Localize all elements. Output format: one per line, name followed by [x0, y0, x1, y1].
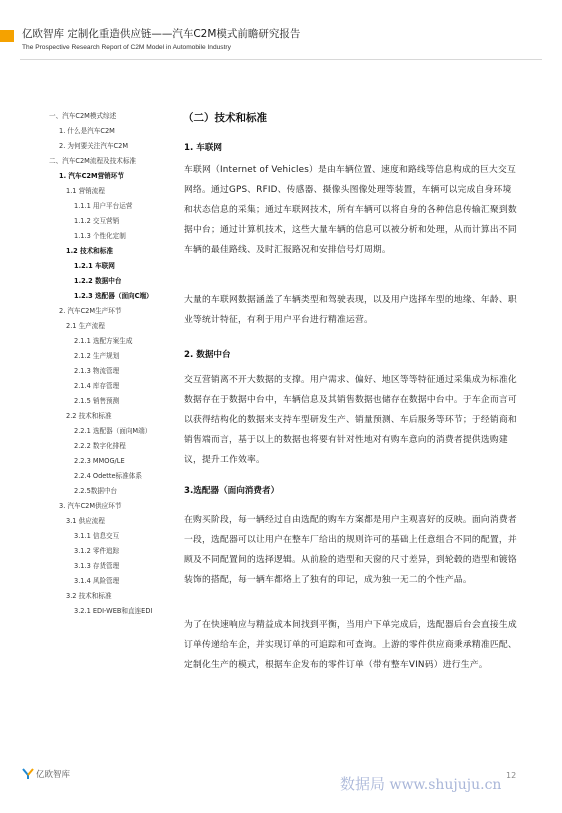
watermark-url: www.shujuju.cn — [389, 777, 502, 793]
toc-item-2-1-4[interactable]: 2.1.4 库存管理 — [74, 382, 120, 390]
toc-item-part2[interactable]: 二、汽车C2M流程及技术标准 — [49, 157, 137, 165]
toc-item-1-1-1[interactable]: 1.1.1 用户平台运营 — [74, 202, 133, 210]
toc-item-3-1[interactable]: 3.1 供应流程 — [66, 517, 105, 525]
toc-item-2-2-3[interactable]: 2.2.3 MMOG/LE — [74, 457, 125, 465]
toc-item-1-2[interactable]: 1.2 技术和标准 — [66, 247, 113, 255]
header-accent-bar — [0, 30, 14, 42]
toc-item-2-2-5[interactable]: 2.2.5数据中台 — [74, 487, 118, 495]
section-title: （二）技术和标准 — [183, 112, 267, 124]
toc-item-2-2[interactable]: 2. 汽车C2M生产环节 — [59, 307, 122, 315]
toc-item-part1[interactable]: 一、汽车C2M模式综述 — [49, 112, 117, 120]
toc-item-1-2-1[interactable]: 1.2.1 车联网 — [74, 262, 115, 270]
toc-item-2-1-1[interactable]: 2.1.1 选配方案生成 — [74, 337, 133, 345]
paragraph-vehicle-data: 大量的车联网数据涵盖了车辆类型和驾驶表现，以及用户选择车型的地缘、年龄、职业等统计特征，有利于用户平台进行精准运营。 — [184, 295, 517, 325]
subheading-vehicle-network: 1. 车联网 — [184, 143, 223, 153]
toc-item-2-2-1[interactable]: 2.2.1 选配器（面向M端） — [74, 427, 152, 435]
paragraph-vehicle-network: 车联网（Internet of Vehicles）是由车辆位置、速度和路线等信息构成的巨大交互网络。通过GPS、RFID、传感器、摄像头图像处理等装置，车辆可以完成自身环境和状态信息的采集；通过车联网技术，所有车辆可以将自身的各种信息传输汇聚到数据中台；通过计算机技术，这些大量车辆的信息可以被分析和处理，从而计算出不同车辆的最佳路线、及时汇报路况和安排信号灯周期。 — [184, 165, 517, 255]
toc-item-1-1-2[interactable]: 1.1.2 交互营销 — [74, 217, 120, 225]
toc-item-2-1-3[interactable]: 2.1.3 物流管理 — [74, 367, 120, 375]
header-divider — [20, 59, 542, 60]
toc-item-3-1-3[interactable]: 3.1.3 存货管理 — [74, 562, 120, 570]
toc-item-3-2[interactable]: 3.2 技术和标准 — [66, 592, 112, 600]
toc-item-2-2-2[interactable]: 2.2.2 数字化排程 — [74, 442, 126, 450]
toc-item-2-2-4[interactable]: 2.2.4 Odette标准体系 — [74, 472, 142, 480]
toc-item-1[interactable]: 1. 什么是汽车C2M — [59, 127, 115, 135]
toc-item-2-3[interactable]: 3. 汽车C2M供应环节 — [59, 502, 122, 510]
toc-item-1-1-3[interactable]: 1.1.3 个性化定制 — [74, 232, 126, 240]
brand-logo — [22, 768, 70, 780]
paragraph-data-platform: 交互营销离不开大数据的支撑。用户需求、偏好、地区等等特征通过采集成为标准化数据存在于数据中台中，车辆信息及其销售数据也储存在数据中台中。于车企而言可以获得结构化的数据来支持车型研发生产、销量预测、车后服务等环节；于经销商和销售端而言，基于以上的数据也将要有针对性地对有购车意向的消费者提供选购建议，提升工作效率。 — [184, 375, 517, 465]
toc-item-2[interactable]: 2. 为何要关注汽车C2M — [59, 142, 129, 150]
toc-item-2-1-0[interactable]: 2.1 生产流程 — [66, 322, 105, 330]
toc-item-1-1[interactable]: 1.1 营销流程 — [66, 187, 105, 195]
watermark — [340, 773, 501, 794]
toc-item-1-2-3[interactable]: 1.2.3 选配器（面向C端） — [74, 292, 153, 300]
toc-item-3-1-1[interactable]: 3.1.1 信息交互 — [74, 532, 120, 540]
toc-item-2-1-5[interactable]: 2.1.5 销售预测 — [74, 397, 120, 405]
toc-item-2-2-0[interactable]: 2.2 技术和标准 — [66, 412, 112, 420]
toc-item-3-1-4[interactable]: 3.1.4 风险管理 — [74, 577, 120, 585]
subheading-configurator: 3.选配器（面向消费者） — [184, 486, 280, 496]
header-subtitle: The Prospective Research Report of C2M Model in Automobile Industry — [22, 44, 231, 51]
paragraph-configurator: 在购买阶段，每一辆经过自由选配的购车方案都是用户主观喜好的反映。面向消费者一段，选配器可以让用户在整车厂给出的规则许可的基础上任意组合不同的配置，并顾及不同配置间的选择逻辑。从前脸的造型和天窗的尺寸差异，到轮毂的造型和镀铬装饰的搭配，每一辆车都烙上了独有的印记，成为独一无二的个性产品。 — [184, 515, 517, 585]
toc-item-1-2-2[interactable]: 1.2.2 数据中台 — [74, 277, 122, 285]
header-title: 亿欧智库 定制化重造供应链——汽车C2M模式前瞻研究报告 — [22, 28, 301, 40]
watermark-cn: 数据局 — [340, 775, 386, 793]
toc-item-2-1-2[interactable]: 2.1.2 生产规划 — [74, 352, 120, 360]
toc-item-2-1[interactable]: 1. 汽车C2M营销环节 — [59, 172, 124, 180]
subheading-data-platform: 2. 数据中台 — [184, 350, 231, 360]
paragraph-ordering: 为了在快速响应与精益成本间找到平衡，当用户下单完成后，选配器后台会直接生成订单传递给车企，并实现订单的可追踪和可查询。上游的零件供应商秉承精准匹配、定制化生产的模式，根据车企发布的零件订单（带有整车VIN码）进行生产。 — [184, 620, 517, 670]
toc-item-3-2-1[interactable]: 3.2.1 EDI-WEB和直连EDI — [74, 607, 153, 615]
logo-text: 亿欧智库 — [36, 770, 71, 780]
toc-item-3-1-2[interactable]: 3.1.2 零件追踪 — [74, 547, 120, 555]
page-number: 12 — [506, 771, 517, 780]
logo-mark-icon — [22, 768, 34, 780]
